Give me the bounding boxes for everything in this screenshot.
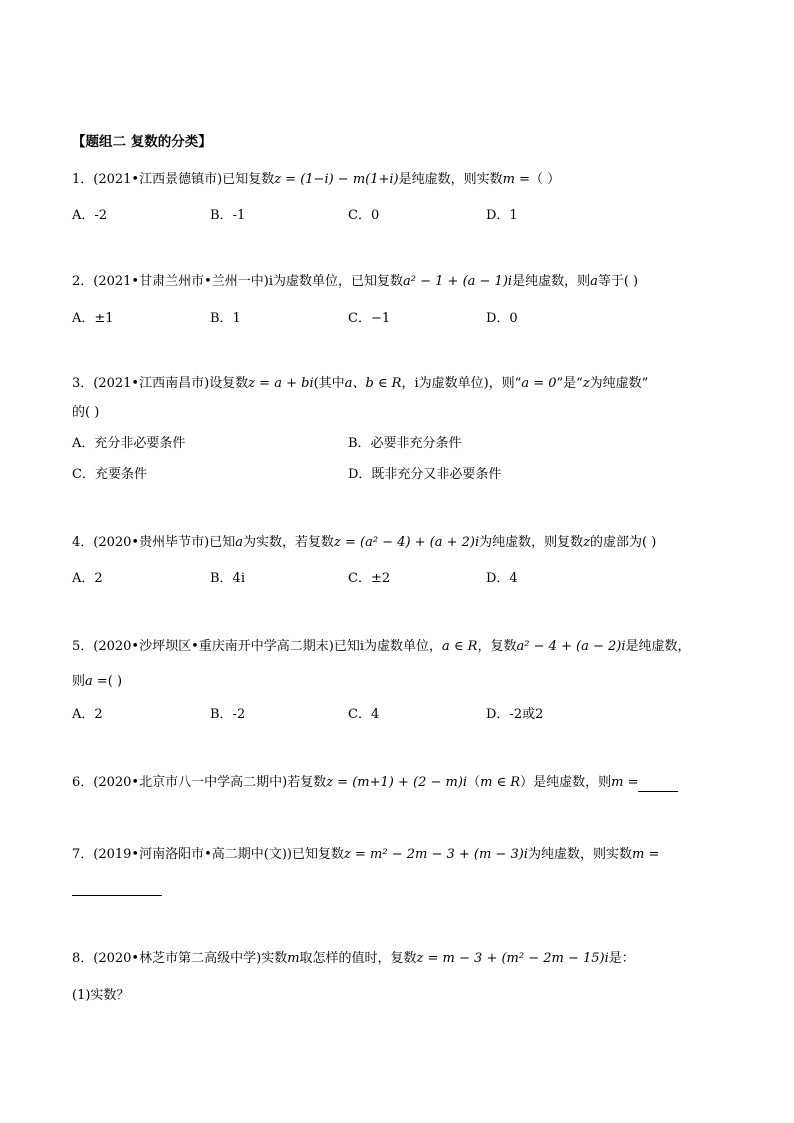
question-number: 8． [72,951,94,966]
option-d: D．0 [486,311,518,326]
math-expression: a² − 4 + (a − 2)i [516,639,626,654]
math-expression: m ∈ R [480,775,521,790]
math-expression: a ∈ R [442,639,478,654]
question-5 [72,638,691,656]
question-text: 已知复数 [222,172,275,187]
option-a: A．2 [72,571,103,586]
math-expression: m = [502,172,530,187]
question-number: 6． [72,775,94,790]
question-number: 7． [72,847,94,862]
option-c: C．0 [348,208,380,223]
math-expression: z [583,535,591,550]
math-expression: z = (1−i) − m(1+i) [274,172,399,187]
question-text: ”是“ [556,376,583,391]
question-6 [72,774,678,792]
question-7 [72,846,659,864]
question-text: 的虚部为( ) [590,535,657,550]
math-expression: m [287,951,300,966]
question-number: 1． [72,172,94,187]
option-b: B．-2 [210,707,246,722]
option-d: D．-2或2 [486,707,544,722]
question-8 [72,950,635,968]
question-text: 设复数 [209,376,249,391]
option-a: A．2 [72,707,103,722]
question-number: 5． [72,639,94,654]
question-number: 3． [72,376,94,391]
question-5-line-2 [72,673,122,691]
question-4 [72,534,656,552]
question-text: 是： [608,951,635,966]
question-text: 已知 [209,535,236,550]
question-text: 为纯虚数” [589,376,649,391]
math-expression: m = [611,775,639,790]
answer-blank[interactable] [72,895,162,896]
math-expression: m = [631,847,660,862]
option-c: C．−1 [348,311,391,326]
question-3 [72,375,648,393]
question-source: (2020•贵州毕节市) [93,535,210,550]
question-text: 为实数，若复数 [242,535,334,550]
question-source: (2020•林芝市第二高级中学) [93,951,262,966]
question-text: 取怎样的值时，复数 [299,951,417,966]
option-d: D．1 [486,208,518,223]
option-a: A．-2 [72,208,108,223]
math-expression: z = m − 3 + (m² − 2m − 15)i [416,951,609,966]
math-expression: z = (m+1) + (2 − m)i [326,775,468,790]
question-source: (2020•沙坪坝区•重庆南开中学高二期末) [93,639,334,654]
question-text: ，i为虚数单位)，则“ [401,376,522,391]
question-3-line-2: 的( ) [72,405,100,420]
question-source: (2021•江西景德镇市) [93,172,223,187]
option-c: C．4 [348,707,380,722]
question-text: 是纯虚数，则 [512,274,591,289]
question-text: 等于( ) [597,274,639,289]
math-expression: a = 0 [521,376,557,391]
question-source: (2020•北京市八一中学高二期中) [93,775,288,790]
question-text: 实数 [261,951,288,966]
question-number: 2． [72,274,94,289]
math-expression: z [582,376,590,391]
option-d: D．既非充分又非必要条件 [348,467,502,482]
answer-paren: ( ) [107,674,123,689]
option-c: C．充要条件 [72,467,147,482]
math-expression: z = m² − 2m − 3 + (m − 3)i [344,847,528,862]
question-number: 4． [72,535,94,550]
question-source: (2021•江西南昌市) [93,376,210,391]
section-title: 【题组二 复数的分类】 [72,134,212,150]
question-text: 为纯虚数，则复数 [479,535,584,550]
question-text: i为虚数单位，已知复数 [268,274,404,289]
question-text: ）是纯虚数，则 [520,775,612,790]
question-text: 是纯虚数， [625,639,691,654]
question-text: 则 [72,674,86,689]
sub-question-1: (1)实数？ [72,988,130,1003]
option-a: A．充分非必要条件 [72,436,186,451]
question-text: 是纯虚数，则实数 [398,172,503,187]
answer-paren: （ ） [530,172,561,187]
question-text: （ [467,775,481,790]
math-expression: a [235,535,243,550]
option-b: B．-1 [210,208,246,223]
option-b: B．必要非充分条件 [348,436,462,451]
math-expression: a = [85,674,108,689]
question-text: 已知复数 [292,847,345,862]
answer-blank[interactable] [638,777,678,792]
option-d: D．4 [486,571,518,586]
math-expression: a² − 1 + (a − 1)i [403,274,513,289]
option-a: A．±1 [72,311,114,326]
question-2 [72,273,638,291]
math-expression: a [590,274,598,289]
option-b: B．1 [210,311,241,326]
question-text: ，复数 [477,639,517,654]
question-source: (2021•甘肃兰州市•兰州一中) [93,274,269,289]
option-c: C．±2 [348,571,391,586]
question-text: 若复数 [287,775,327,790]
math-expression: z = (a² − 4) + (a + 2)i [333,535,480,550]
option-b: B．4i [210,571,245,586]
math-expression: z = a + bi [248,376,314,391]
math-expression: a、b ∈ R [344,376,402,391]
question-1 [72,171,560,189]
question-text: 已知i为虚数单位， [333,639,443,654]
question-text: 为纯虚数，则实数 [527,847,632,862]
question-text: (其中 [313,376,345,391]
question-source: (2019•河南洛阳市•高二期中(文)) [93,847,292,862]
